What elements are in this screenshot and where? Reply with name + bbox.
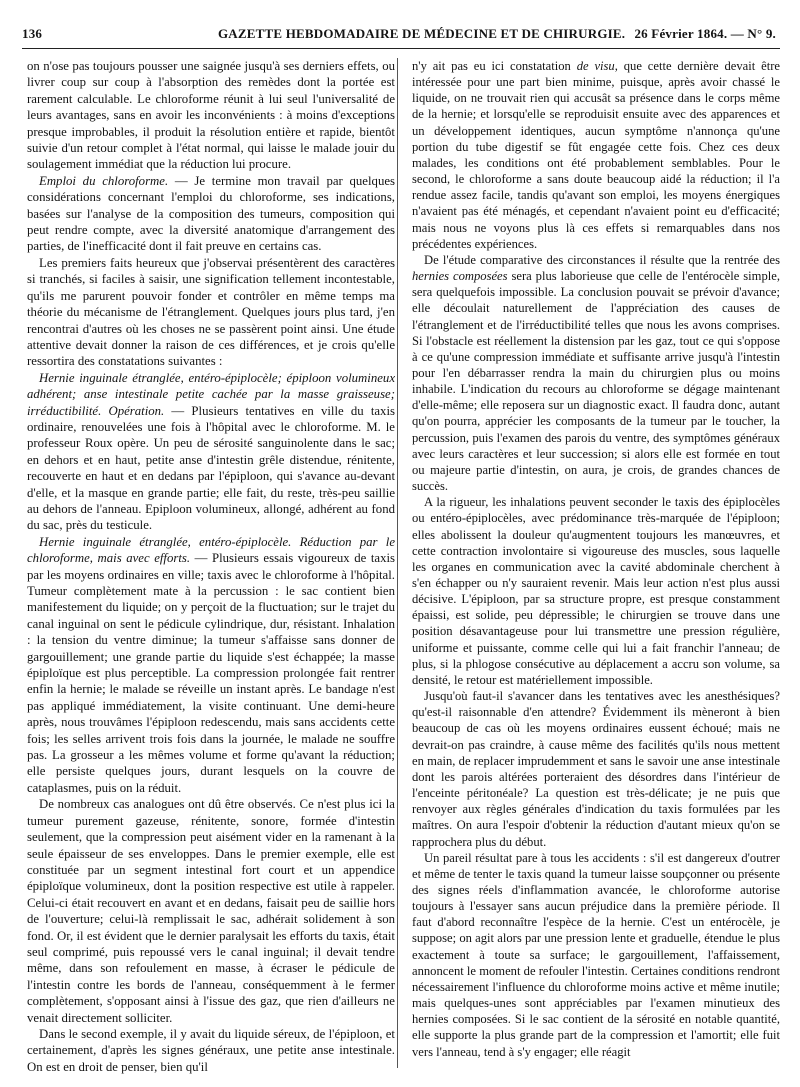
case-paragraph: Hernie inguinale étranglée, entéro-épiplocèle; épiploon volumineux adhérent; anse intestinale petite cachée par la masse graisseuse; irréductibilité. Opération. — Plusieurs tentatives en ville du taxis ordinaire, renouvelées une fois à l'hôpital avec le chloroforme. M. le professeur Roux opère. Un peu de sérosité sanguinolente dans le sac; en dehors et en haut, petite anse d'intestin grêle distendue, rénitente, recouverte en haut et en dedans par l'épiploon, qui s'avance au-devant d'elle, et la masque en grande partie; elle fait, du reste, très-peu saillie au dehors de l'anneau. Epiploon volumineux, allongé, adhérent au fond du sac, près du testicule. bbox=[27, 370, 395, 533]
paragraph: Les premiers faits heureux que j'observai présentèrent des caractères si tranchés, si faciles à saisir, une signification tellement incontestable, qu'ils me parurent pouvoir fonder et contrôler en même temps ma théorie du mécanisme de l'étranglement. Quelques jours plus tard, j'en rencontrai d'autres où les choses ne se passèrent point ainsi. Une étude attentive devait donner la raison de ces différences, et je crois qu'elle ressortira des constatations suivantes : bbox=[27, 255, 395, 369]
page-number: 136 bbox=[22, 26, 43, 41]
paragraph: Un pareil résultat pare à tous les accidents : s'il est dangereux d'outrer et même de tenter le taxis quand la tumeur laisse soupçonner ou présente des signes réels d'inflammation avancée, le chloroforme autorise toujours à l'essayer sans aucun préjudice dans la première période. Il faut d'abord reconnaître l'espèce de la hernie. C'est un entérocèle, je suppose; on agit alors par une pression lente et graduelle, étendue le plus exactement à toute sa surface; le gargouillement, l'affaissement, annoncent le moment de refouler l'intestin. Certaines conditions rendront nécessairement l'influence du chloroforme moins active et même inutile; mais quelques-unes sont appréciables par l'examen minutieux des hernies composées. Si le sac contient de la sérosité en notable quantité, elle supporte la plus grande part de la compression et l'amortit; elle fuit vers l'anneau, tend à s'y engager; elle réagit bbox=[412, 850, 780, 1059]
case-paragraph: Hernie inguinale étranglée, entéro-épiplocèle. Réduction par le chloroforme, mais avec efforts. — Plusieurs essais vigoureux de taxis par les moyens ordinaires en ville; taxis avec le chloroforme à l'hôpital. Tumeur complètement mate à la percussion : le sac contient bien manifestement du liquide; on y perçoit de la fluctuation; sur le trajet du canal inguinal on sent le pédicule cylindrique, dur, résistant. Inhalation : la tension du ventre diminue; la tumeur s'affaisse sans donner de gargouillement; une grande partie du liquide s'est échappée; la masse épiploïque est plus perceptible. La compression prolongée fait rentrer enfin la hernie; le malade se réveille un instant après. Le bandage n'est pas appliqué immédiatement, la visite continuant. Une demi-heure après, nous trouvâmes l'épiploon redescendu, mais sans accidents cette fois; les selles arrivent trois fois dans la journée, le malade ne souffre pas. La grosseur a les mêmes volume et forme qu'avant la réduction; elle persiste quelques jours, durant lesquels on la couvre de cataplasmes, puis on la réduit. bbox=[27, 534, 395, 795]
left-column bbox=[27, 58, 395, 1075]
case-heading: Hernie inguinale étranglée, entéro-épiplocèle. Réduction par le chloroforme, mais avec efforts. bbox=[27, 534, 395, 566]
paragraph: A la rigueur, les inhalations peuvent seconder le taxis des épiplocèles ou entéro-épiplocèles, avec prédominance très-marquée de l'épiploon; elles abolissent la douleur qu'augmentent toujours les manœuvres, et cette contraction involontaire si vigoureuse des muscles, sous laquelle les organes en communication avec la cavité abdominale cherchent à s'en échapper ou n'y sauraient revenir. Mais leur action n'est plus aussi décisive. L'épiploon, par sa structure propre, est presque constamment épaissi, est solide, peu dépressible; le chirurgien se trouve dans une position désavantageuse pour lui transmettre une pression régulière, uniforme et puissante, comme celle qui lui a fait franchir l'anneau; de plus, si la phlogose consécutive au déplacement a accru son volume, sa densité, le retour est matériellement impossible. bbox=[412, 495, 780, 687]
paragraph: on n'ose pas toujours pousser une saignée jusqu'à ses derniers effets, ou livrer coup sur coup à l'absorption des remèdes dont la portée est rarement calculable. Le chloroforme réunit à lui seul l'universalité de leurs avantages, sans en avoir les inconvénients : à moins d'exceptions presque improbables, il produit la résolution entière et rapide, bientôt suivie d'un retour complet à l'état normal, qui laisse le malade jouir du soulagement immédiat que la réduction lui procure. bbox=[27, 59, 395, 172]
issue-date: 26 Février 1864. — N° 9. bbox=[634, 26, 776, 41]
right-column bbox=[412, 58, 780, 1060]
paragraph: Jusqu'où faut-il s'avancer dans les tentatives avec les anesthésiques? qu'est-il raisonnable d'en attendre? Évidemment ils mèneront à bien beaucoup de cas où les moyens ordinaires eussent échoué; mais ne devrait-on pas craindre, à cause même des facilités qu'ils nous mettent en main, de replacer imprudemment et sans le savoir une anse intestinale dont les parois altérées porteraient des désordres dans l'intérieur de l'enceinte péritonéale? La question est très-délicate; je ne puis que renvoyer aux règles générales d'indication du taxis formulées par les maîtres. On aura l'espoir d'obtenir la réduction d'autant mieux qu'on se rapprochera plus du début. bbox=[412, 689, 780, 849]
paragraph: De nombreux cas analogues ont dû être observés. Ce n'est plus ici la tumeur purement gazeuse, rénitente, sonore, formée d'intestin seulement, que la compression peut aisément vider en la ramenant à la seule épaisseur de ses enveloppes. Dans le premier exemple, elle est constituée par un segment intestinal fort court et un appendice épiploïque volumineux, dont la position respective est utile à rappeler. Celui-ci était recouvert en avant et en dedans, faisait peu de saillie hors de l'ouverture; celui-là remplissait le sac, adhérait solidement à son fond. Or, il est évident que le dernier paralysait les efforts du taxis, était seul comprimé, puis repoussé vers le canal inguinal; il devait tendre même, dans son refoulement en masse, à écraser le pédicule de l'intestin contre les bords de l'anneau, conséquemment à le fermer complètement, s'opposant ainsi à l'issue des gaz, que rien d'ailleurs ne venait directement solliciter. bbox=[27, 797, 395, 1025]
paragraph: De l'étude comparative des circonstances il résulte que la rentrée des hernies composées sera plus laborieuse que celle de l'entérocèle simple, sera quelquefois impossible. La conclusion pouvait se prévoir d'avance; elle découlait naturellement de l'appréciation des causes de l'étranglement et de l'irréductibilité telles que nous les avons comprises. Si l'obstacle est réellement la distension par les gaz, tout ce qui s'oppose à ce qu'une compression immédiate et suffisante arrive jusqu'à l'intestin pour l'en débarrasser rendra la main du chirurgien plus ou moins inhabile. L'indication du recours au chloroforme se dégage maintenant d'elle-même; elle reposera sur un diagnostic exact. Il faudra donc, autant qu'on pourra, apprécier les composants de la tumeur par le toucher, la percussion, puis l'examen des parois du ventre, des symptômes généraux avec leurs caractères et leur succession; si alors elle est formée en tout ou majeure partie d'intestin, on aura, je crois, de grandes chances de succès. bbox=[412, 252, 781, 494]
header-rule bbox=[22, 48, 780, 49]
paragraph: Dans le second exemple, il y avait du liquide séreux, de l'épiploon, et certainement, d'après les signes généraux, une petite anse intestinale. On est en droit de penser, bien qu'il bbox=[27, 1026, 395, 1074]
paragraph: Emploi du chloroforme. — Je termine mon travail par quelques considérations concernant l'emploi du chloroforme, ses indications, basées sur l'analyse de la composition des tumeurs, composition qui peut rendre compte, avec la diversité anatomique d'arrangement des parties, de l'inefficacité dont il fait preuve en certains cas. bbox=[27, 173, 395, 254]
journal-title: GAZETTE HEBDOMADAIRE DE MÉDECINE ET DE CHIRURGIE. bbox=[218, 26, 626, 41]
case-heading: Hernie inguinale étranglée, entéro-épiplocèle; épiploon volumineux adhérent; anse intestinale petite cachée par la masse graisseuse; irréductibilité. Opération. bbox=[27, 370, 395, 418]
column-divider bbox=[397, 58, 398, 1068]
section-heading: Emploi du chloroforme. bbox=[39, 173, 169, 188]
paragraph: n'y ait pas eu ici constatation de visu, que cette dernière devait être intéressée pour une part bien minime, puisque, après avoir chassé le liquide, on ne trouvait rien qui accusât sa présence dans le corps même de la hernie; et lorsqu'elle se reproduisit ensuite avec des apparences et un développement identiques, aucun symptôme n'annonça qu'une portion du tube digestif se fût engagée cette fois. Chez ces deux malades, les conditions ont été probablement semblables. Pour le second, le chloroforme a sans doute beaucoup aidé la réduction; il l'a rendue assez facile, tandis qu'avant son emploi, les moyens énergiques n'avaient pas été ménagés, et cependant n'avaient point eu d'efficacité; mais nous ne voyons plus là ces effets si remarquables dans nos précédentes expériences. bbox=[412, 59, 780, 251]
